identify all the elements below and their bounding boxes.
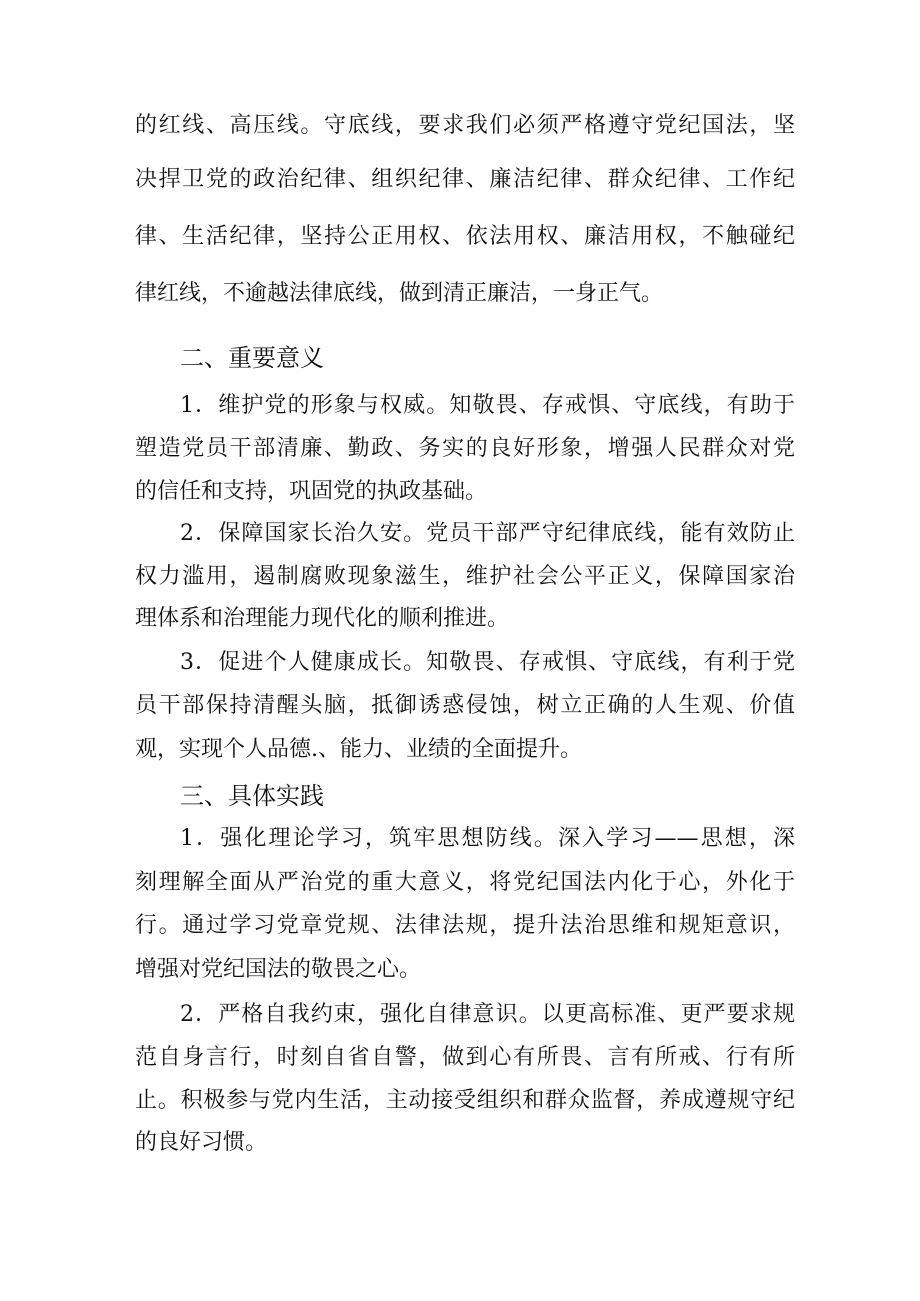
paragraph-line: 范自身言行，时刻自省自警，做到心有所畏、言有所戒、行有所 [135,1045,795,1070]
paragraph-line: 2．严格自我约束，强化自律意识。以更高标准、更严要求规 [180,1002,795,1027]
paragraph-line: 律、生活纪律，坚持公正用权、依法用权、廉洁用权，不触碰纪 [135,224,795,249]
paragraph-line: 1．维护党的形象与权威。知敬畏、存戒惧、守底线，有助于 [180,393,795,418]
section-heading: 三、具体实践 [180,782,324,810]
paragraph-line: 塑造党员干部清廉、勤政、务实的良好形象，增强人民群众对党 [135,436,795,461]
paragraph-line: 权力滥用，遏制腐败现象滋生，维护社会公平正义，保障国家治 [135,564,795,589]
paragraph-line: 行。通过学习党章党规、法律法规，提升法治思维和规矩意识， [135,913,795,938]
paragraph-line: 的红线、高压线。守底线，要求我们必须严格遵守党纪国法，坚 [135,113,795,138]
paragraph-line: 律红线，不逾越法律底线，做到清正廉洁，一身正气。 [135,281,664,306]
paragraph-line: 1．强化理论学习，筑牢思想防线。深入学习——思想，深 [180,826,795,851]
section-heading: 二、重要意义 [180,344,324,372]
paragraph-line: 的良好习惯。 [135,1130,268,1155]
paragraph-line: 增强对党纪国法的敬畏之心。 [135,957,422,982]
paragraph-line: 2．保障国家长治久安。党员干部严守纪律底线，能有效防止 [180,521,795,546]
paragraph-line: 刻理解全面从严治党的重大意义，将党纪国法内化于心，外化于 [135,870,795,895]
paragraph-line: 3．促进个人健康成长。知敬畏、存戒惧、守底线，有利于党 [180,650,795,675]
paragraph-line: 观，实现个人品德.、能力、业绩的全面提升。 [135,737,582,762]
paragraph-line: 员干部保持清醒头脑，抵御诱惑侵蚀，树立正确的人生观、价值 [135,693,795,718]
paragraph-line: 决捍卫党的政治纪律、组织纪律、廉洁纪律、群众纪律、工作纪 [135,167,795,192]
paragraph-line: 理体系和治理能力现代化的顺利推进。 [135,606,510,631]
paragraph-line: 止。积极参与党内生活，主动接受组织和群众监督，养成遵规守纪 [135,1088,795,1113]
paragraph-line: 的信任和支持，巩固党的执政基础。 [135,479,488,504]
